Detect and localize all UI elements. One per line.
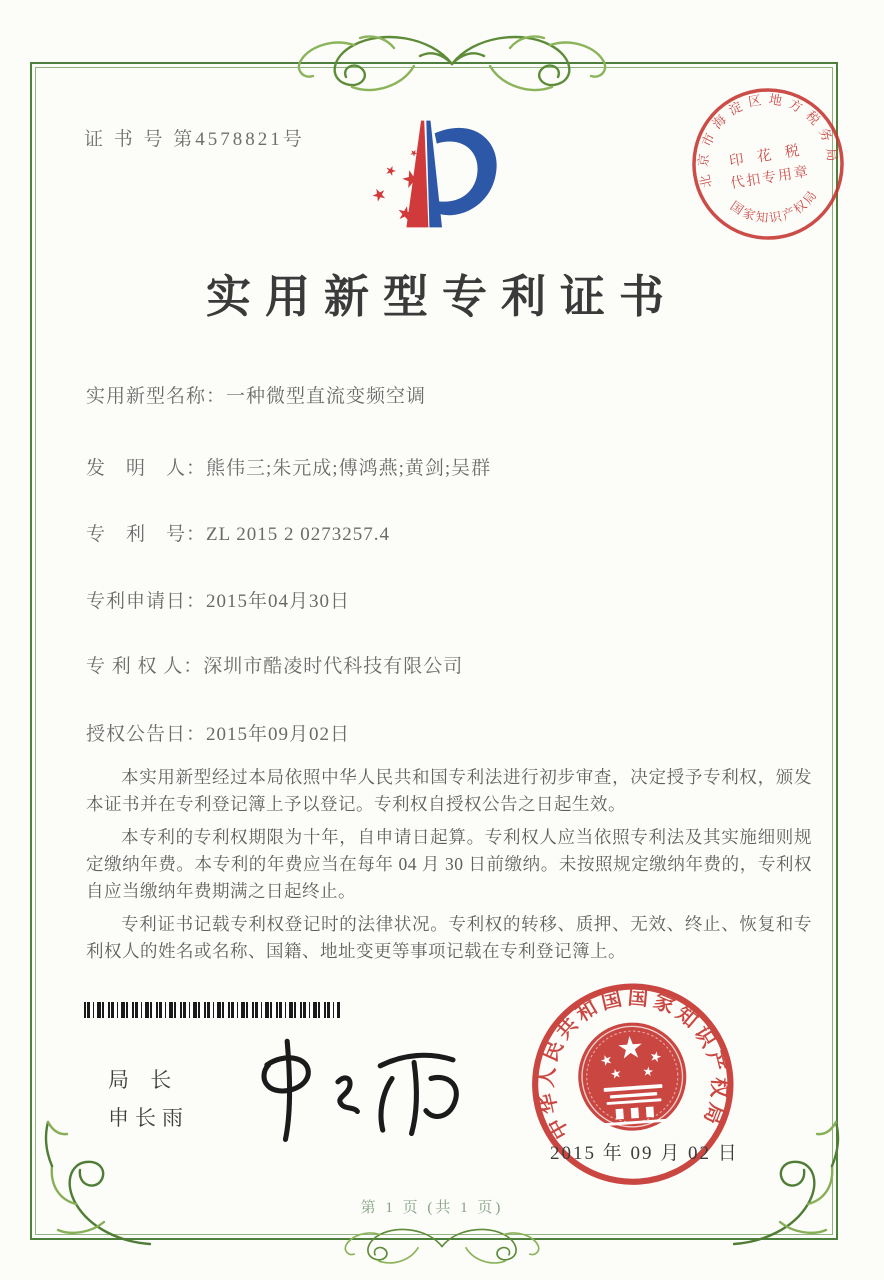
seal-date: 2015 年 09 月 02 日 [550, 1143, 739, 1164]
legal-paragraph-2: 本专利的专利权期限为十年，自申请日起算。专利权人应当依照专利法及其实施细则规定缴纳年费。本专利的年费应当在每年 04 月 30 日前缴纳。未按照规定缴纳年费的，专利权自应当缴纳年费期满之日起终止。 [86, 827, 812, 901]
field-patent-no-label: 专 利 号： [86, 524, 207, 545]
certificate-number: 证 书 号 第4578821号 [84, 129, 305, 150]
tax-seal-line2: 代扣专用章 [729, 164, 811, 192]
field-grant-date [86, 719, 816, 746]
national-emblem-icon [575, 1019, 690, 1134]
field-filing-date-label: 专利申请日： [86, 591, 207, 612]
legal-text [86, 764, 812, 971]
field-grant-date-label: 授权公告日： [86, 724, 207, 745]
legal-paragraph-1: 本实用新型经过本局依照中华人民共和国专利法进行初步审查，决定授予专利权，颁发本证书并在专利登记簿上予以登记。专利权自授权公告之日起生效。 [86, 767, 812, 814]
field-name-value: 一种微型直流变频空调 [226, 386, 427, 407]
commissioner-signature-icon [255, 1032, 475, 1147]
cnipa-logo-icon [362, 106, 522, 242]
field-patentee [86, 651, 816, 678]
page-footer: 第 1 页 (共 1 页) [360, 1200, 504, 1216]
field-patentee-label: 专 利 权 人： [86, 656, 204, 677]
tax-seal-line1: 印 花 税 [728, 142, 806, 170]
field-inventors-label: 发 明 人： [86, 458, 207, 479]
field-filing-date-value: 2015年04月30日 [206, 591, 351, 612]
tax-stamp-seal [676, 72, 859, 255]
field-patent-no-value: ZL 2015 2 0273257.4 [206, 524, 391, 545]
field-inventors-value: 熊伟三;朱元成;傅鸿燕;黄剑;吴群 [206, 458, 492, 479]
field-name-label: 实用新型名称： [86, 386, 227, 407]
field-filing-date [86, 586, 816, 613]
cnipa-official-seal [517, 971, 750, 1204]
field-grant-date-value: 2015年09月02日 [206, 724, 351, 745]
field-name [86, 381, 816, 408]
commissioner-name: 申长雨 [108, 1106, 189, 1130]
field-patent-no [86, 519, 816, 546]
legal-paragraph-3: 专利证书记载专利权登记时的法律状况。专利权的转移、质押、无效、终止、恢复和专利权人的姓名或名称、国籍、地址变更等事项记载在专利登记簿上。 [86, 914, 812, 961]
tax-seal-arc-top: 北京市海淀区地方税务局 [695, 91, 841, 190]
tax-seal-arc-bottom: 国家知识产权局 [727, 187, 821, 226]
commissioner-title: 局 长 [108, 1068, 180, 1092]
field-patentee-value: 深圳市酷凌时代科技有限公司 [203, 656, 464, 677]
barcode [84, 1002, 340, 1018]
field-inventors [86, 453, 816, 480]
official-seal-ring-text: 中华人民共和国国家知识产权局 [535, 986, 731, 1143]
certificate-title: 实用新型专利证书 [205, 272, 678, 322]
